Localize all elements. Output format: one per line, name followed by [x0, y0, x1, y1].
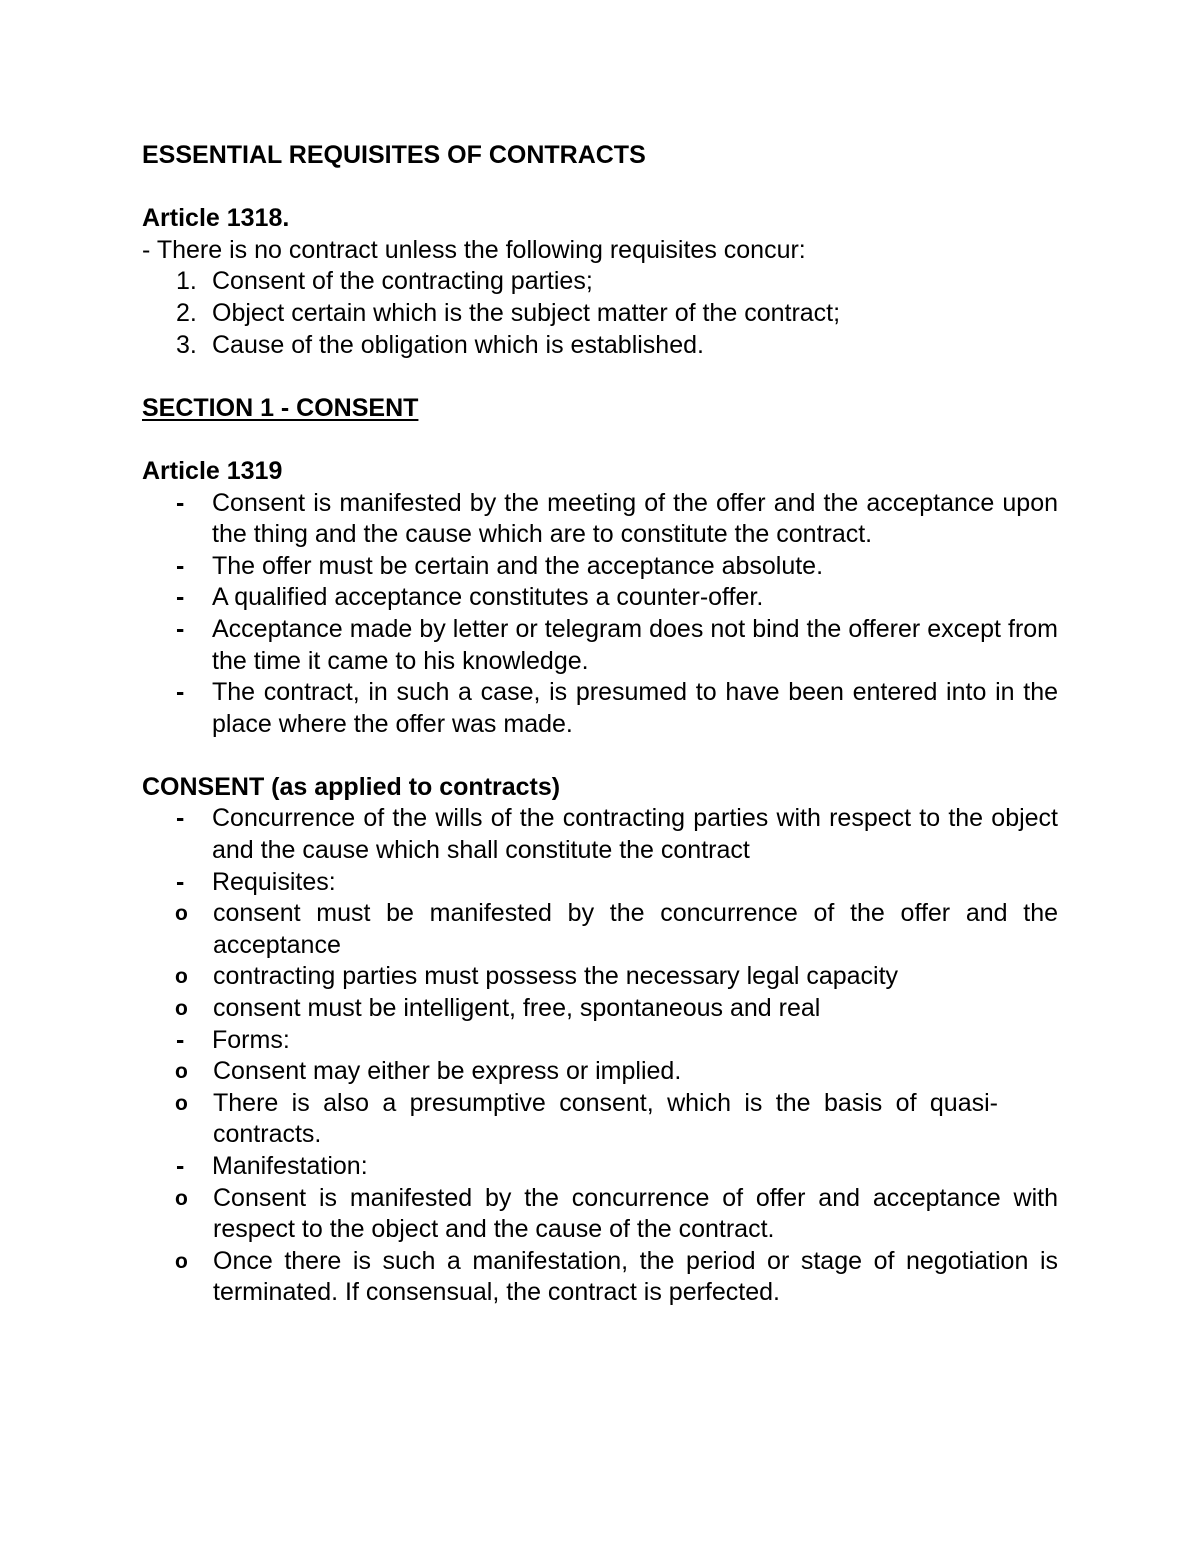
list-item — [142, 803, 1058, 866]
sub-list-item — [142, 898, 1058, 961]
spacer — [142, 172, 1058, 204]
section-heading — [142, 393, 1058, 425]
list-item — [142, 551, 1058, 583]
list-item — [142, 867, 1058, 1025]
spacer — [142, 361, 1058, 393]
list-item — [142, 582, 1058, 614]
list-item-text: The offer must be certain and the acceptance absolute. — [212, 551, 824, 580]
spacer — [142, 424, 1058, 456]
circle-bullet: o — [175, 1249, 188, 1273]
list-item-text: Object certain which is the subject matter of the contract; — [212, 298, 841, 327]
article-1319-list — [142, 488, 1058, 741]
list-item — [142, 330, 1058, 362]
sub-list-item — [142, 1183, 1058, 1246]
list-item-text: Consent of the contracting parties; — [212, 267, 593, 296]
list-number: 2. — [176, 298, 197, 327]
sub-list-item-text: consent must be manifested by the concurrence of the offer and the acceptance — [213, 899, 1058, 959]
dash-bullet: - — [176, 804, 185, 833]
sub-list-item-text: consent must be intelligent, free, spontaneous and real — [213, 994, 821, 1023]
sub-list-item-text: contracting parties must possess the necessary legal capacity — [213, 962, 899, 991]
dash-bullet: - — [176, 867, 185, 896]
list-item — [142, 614, 1058, 677]
list-item — [142, 488, 1058, 551]
dash-bullet: - — [176, 1025, 185, 1054]
spacer — [142, 740, 1058, 772]
article-1318-intro: - There is no contract unless the following requisites concur: — [142, 235, 806, 264]
circle-bullet: o — [175, 1186, 188, 1210]
dash-bullet: - — [176, 678, 185, 707]
forms-sublist — [142, 1056, 1058, 1151]
list-item — [142, 1025, 1058, 1151]
list-item — [142, 1151, 1058, 1309]
list-item-text: Acceptance made by letter or telegram does not bind the offerer except from the time it came to his knowledge. — [212, 614, 1058, 675]
article-1319-heading: Article 1319 — [142, 456, 283, 485]
dash-bullet: - — [176, 488, 185, 517]
forms-label: Forms: — [212, 1025, 290, 1054]
sub-list-item — [142, 993, 1058, 1025]
consent-list — [142, 803, 1058, 1309]
circle-bullet: o — [175, 1060, 188, 1084]
manifestation-label: Manifestation: — [212, 1152, 368, 1180]
sub-list-item — [142, 1056, 1058, 1088]
list-item-text: Consent is manifested by the meeting of the offer and the acceptance upon the thing and the cause which are to constitute the contract. — [212, 488, 1058, 549]
sub-list-item — [142, 961, 1058, 993]
list-item — [142, 677, 1058, 740]
circle-bullet: o — [175, 965, 188, 989]
list-item — [142, 266, 1058, 298]
list-number: 3. — [176, 330, 197, 359]
dash-bullet: - — [176, 551, 185, 580]
sub-list-item-text: Consent may either be express or implied. — [213, 1057, 682, 1086]
consent-heading: CONSENT (as applied to contracts) — [142, 772, 561, 801]
dash-bullet: - — [176, 1152, 185, 1180]
list-item-text: Cause of the obligation which is established. — [212, 330, 704, 359]
dash-bullet: - — [176, 583, 185, 612]
list-item-text: A qualified acceptance constitutes a counter-offer. — [212, 583, 764, 612]
consent-definition: Concurrence of the wills of the contracting parties with respect to the object and the cause which shall constitute the contract — [212, 804, 1058, 865]
article-1318-heading: Article 1318. — [142, 204, 290, 233]
list-number: 1. — [176, 267, 197, 296]
circle-bullet: o — [175, 997, 188, 1021]
section-1-heading-text: SECTION 1 - CONSENT — [142, 393, 419, 422]
sub-list-item-text: There is also a presumptive consent, which is the basis of quasi-contracts. — [213, 1088, 998, 1149]
sub-list-item-text: Once there is such a manifestation, the period or stage of negotiation is terminated. If consensual, the contract is perfected. — [213, 1246, 1058, 1307]
sub-list-item-text: Consent is manifested by the concurrence of offer and acceptance with respect to the object and the cause of the contract. — [213, 1183, 1058, 1244]
manifestation-sublist — [142, 1183, 1058, 1309]
dash-bullet: - — [176, 614, 185, 643]
circle-bullet: o — [175, 902, 188, 926]
sub-list-item — [142, 1246, 1058, 1309]
list-item-text: The contract, in such a case, is presumed to have been entered into in the place where the offer was made. — [212, 678, 1058, 738]
document-body — [142, 140, 1058, 1309]
list-item — [142, 298, 1058, 330]
sub-list-item — [142, 1088, 1058, 1151]
requisites-sublist — [142, 898, 1058, 1024]
article-1318-requisites-list — [142, 266, 1058, 361]
document-title: ESSENTIAL REQUISITES OF CONTRACTS — [142, 141, 646, 169]
circle-bullet: o — [175, 1091, 188, 1115]
requisites-label: Requisites: — [212, 867, 336, 896]
